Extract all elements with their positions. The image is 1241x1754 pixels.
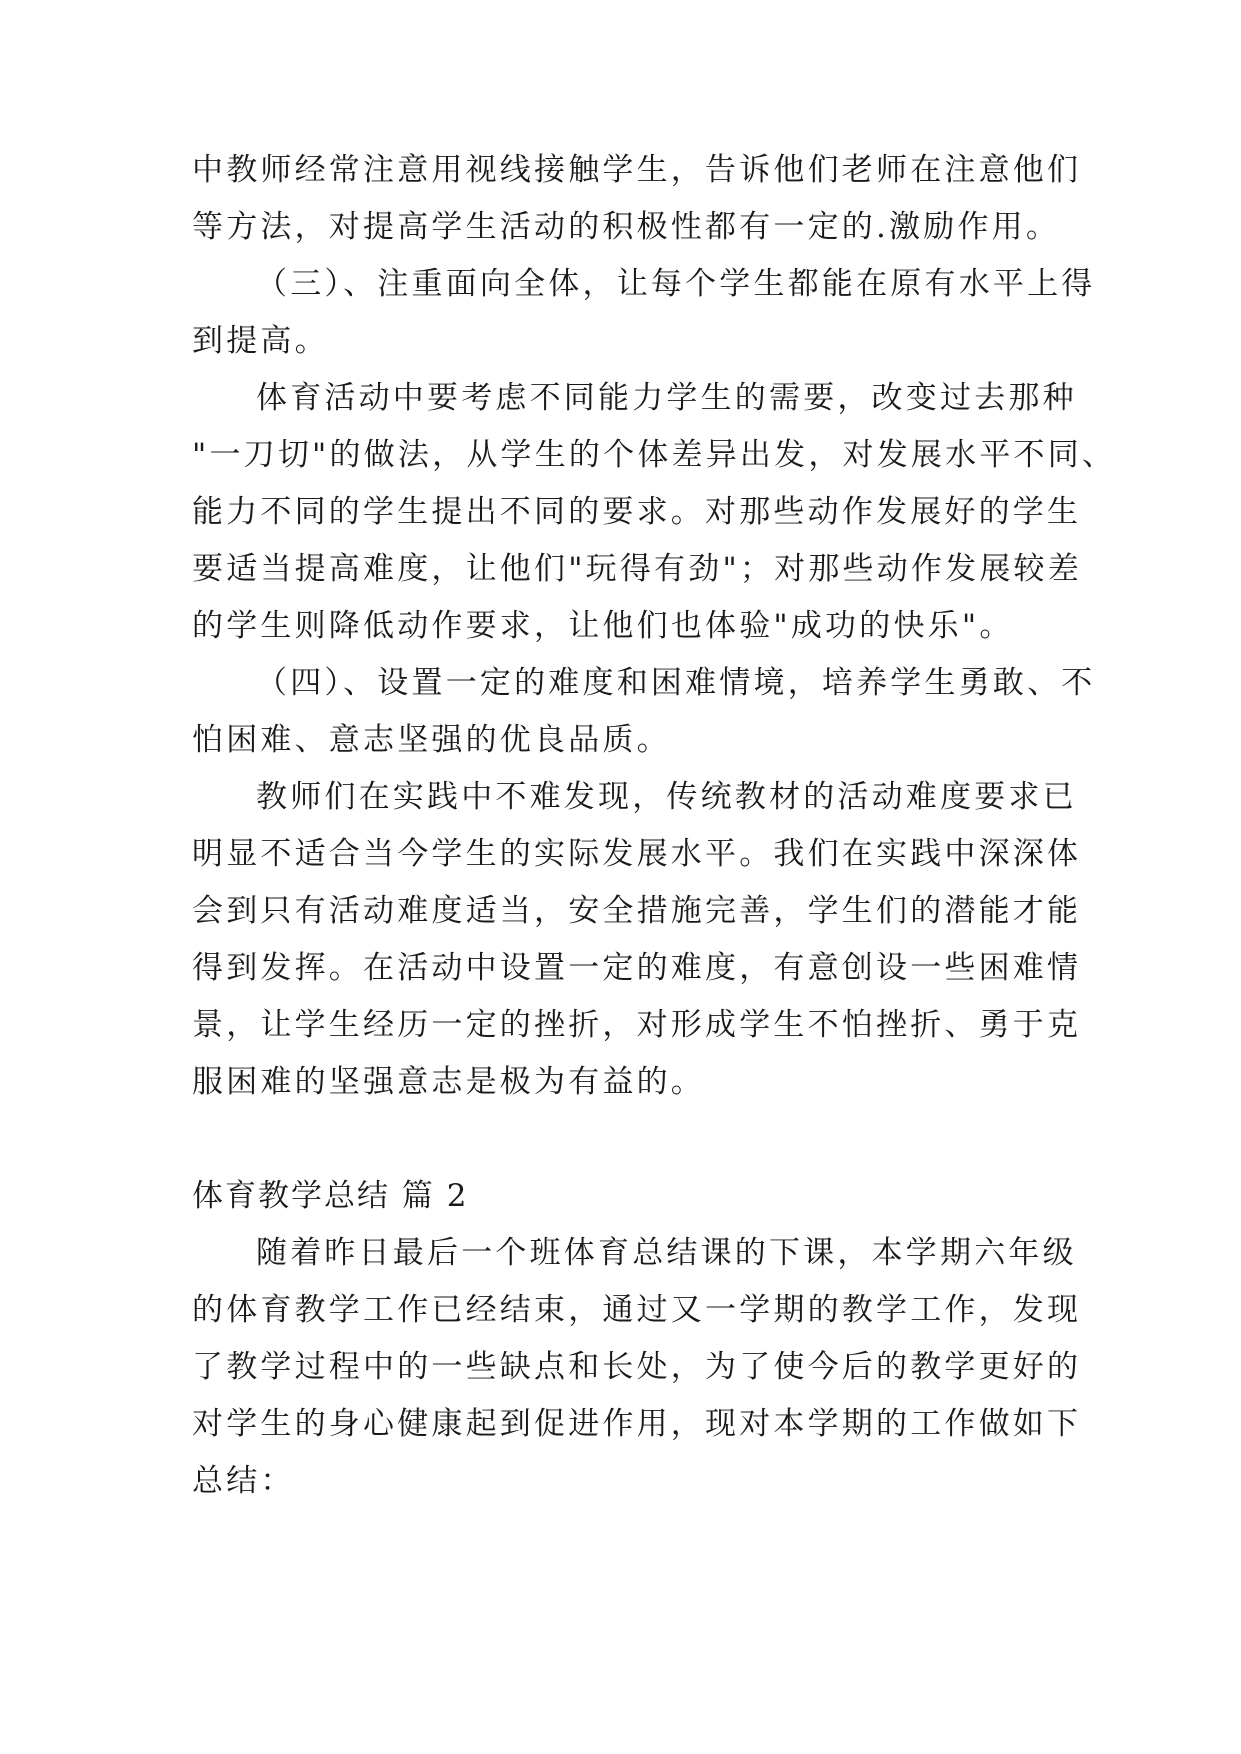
body-line: 的体育教学工作已经结束，通过又一学期的教学工作，发现: [192, 1292, 1082, 1328]
body-line: 景，让学生经历一定的挫折，对形成学生不怕挫折、勇于克: [192, 1007, 1082, 1043]
body-line: 中教师经常注意用视线接触学生，告诉他们老师在注意他们: [192, 152, 1082, 188]
section-heading: 体育教学总结 篇 2: [192, 1178, 469, 1214]
body-line: 教师们在实践中不难发现，传统教材的活动难度要求已: [256, 779, 1077, 815]
body-line: 对学生的身心健康起到促进作用，现对本学期的工作做如下: [192, 1406, 1082, 1442]
body-line: 服困难的坚强意志是极为有益的。: [192, 1064, 705, 1100]
subheading-line: 怕困难、意志坚强的优良品质。: [192, 722, 671, 758]
body-line: 明显不适合当今学生的实际发展水平。我们在实践中深深体: [192, 836, 1082, 872]
subheading-line: （三）、注重面向全体，让每个学生都能在原有水平上得: [256, 266, 1096, 302]
body-line: 总结：: [192, 1463, 295, 1499]
body-line: 了教学过程中的一些缺点和长处，为了使今后的教学更好的: [192, 1349, 1082, 1385]
body-line: 要适当提高难度，让他们"玩得有劲"；对那些动作发展较差: [192, 551, 1082, 587]
body-line: 的学生则降低动作要求，让他们也体验"成功的快乐"。: [192, 608, 1014, 644]
body-line: 得到发挥。在活动中设置一定的难度，有意创设一些困难情: [192, 950, 1082, 986]
subheading-line: 到提高。: [192, 323, 329, 359]
body-line: 随着昨日最后一个班体育总结课的下课，本学期六年级: [256, 1235, 1077, 1271]
body-line: 等方法，对提高学生活动的积极性都有一定的.激励作用。: [192, 209, 1061, 245]
body-line: 会到只有活动难度适当，安全措施完善，学生们的潜能才能: [192, 893, 1082, 929]
body-line: "一刀切"的做法，从学生的个体差异出发，对发展水平不同、: [192, 437, 1117, 473]
body-line: 能力不同的学生提出不同的要求。对那些动作发展好的学生: [192, 494, 1082, 530]
subheading-line: （四）、设置一定的难度和困难情境，培养学生勇敢、不: [256, 665, 1096, 701]
body-line: 体育活动中要考虑不同能力学生的需要，改变过去那种: [256, 380, 1077, 416]
